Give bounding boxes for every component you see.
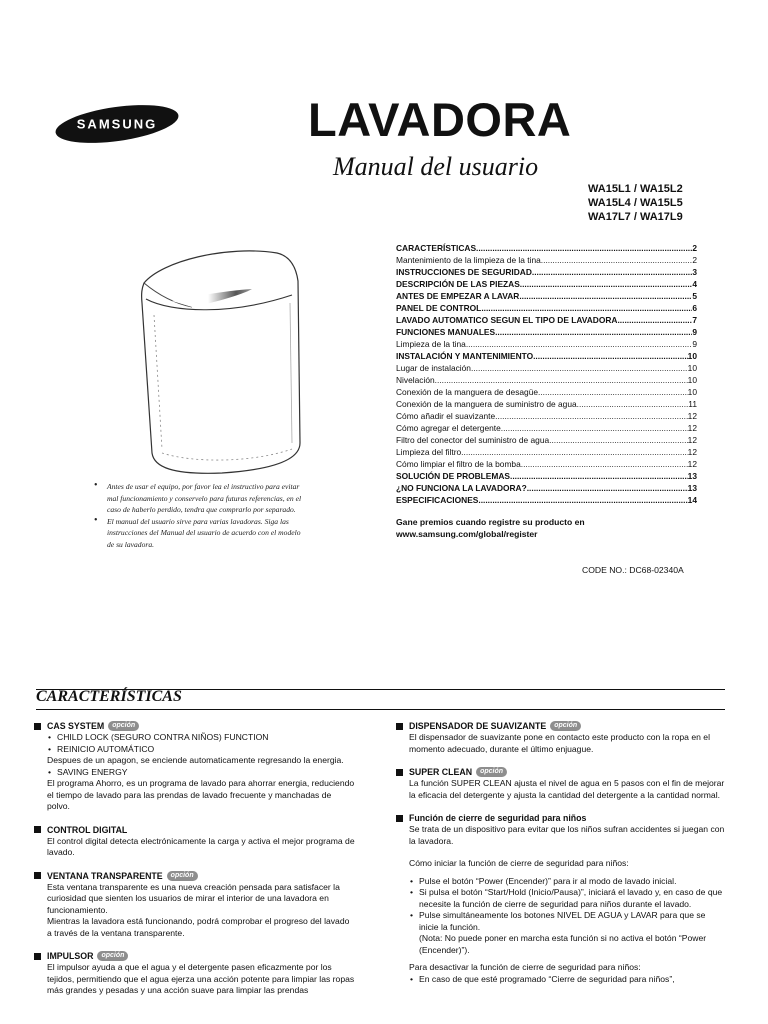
option-badge: opción — [550, 721, 581, 731]
toc-title: ANTES DE EMPEZAR A LAVAR — [396, 291, 520, 301]
toc-page: 12 — [687, 423, 697, 433]
features-left-column — [34, 720, 356, 1008]
toc-leader — [476, 242, 692, 254]
toc-entry — [396, 446, 697, 458]
bullet-square-icon — [396, 769, 403, 776]
toc-title: CARACTERÍSTICAS — [396, 243, 477, 253]
usage-notes — [94, 481, 309, 550]
toc-leader — [478, 494, 687, 506]
model-list — [588, 182, 683, 224]
toc-page: 4 — [692, 279, 697, 289]
bullet-square-icon — [34, 826, 41, 833]
feature-text: Despues de un apagon, se enciende automaticamente regresando la energia. — [47, 755, 344, 765]
toc-page: 12 — [687, 459, 697, 469]
toc-entry — [396, 386, 697, 398]
toc-leader — [520, 278, 693, 290]
note-item: • El manual del usuario sirve para varias lavadoras. Siga las instrucciones del Manual del usuario de acuerdo con el modelo de su lavadora. — [94, 516, 309, 551]
toc-leader — [617, 314, 692, 326]
feature-child-lock — [396, 812, 726, 985]
bullet-square-icon — [34, 953, 41, 960]
option-badge: opción — [476, 767, 507, 777]
toc-title: Lugar de instalación — [396, 363, 471, 373]
toc-page: 5 — [692, 291, 697, 301]
feature-bullet: • Pulse simultáneamente los botones NIVEL DE AGUA y LAVAR para que se inicie la función. — [409, 910, 726, 933]
feature-text: Mientras la lavadora está funcionando, podrá comprobar el progreso del lavado a través de la ventana transparente. — [47, 916, 350, 938]
note-item: • Antes de usar el equipo, por favor lea el instructivo para evitar mal funcionamiento y conservelo para futuras referencias, en el caso de haberlo perdido, tendra que comprarlo por separado. — [94, 481, 309, 516]
model-line: WA15L4 / WA15L5 — [588, 197, 683, 209]
toc-page: 12 — [687, 435, 697, 445]
toc-entry — [396, 242, 697, 254]
toc-leader — [501, 422, 688, 434]
toc-entry — [396, 266, 697, 278]
toc-title: SOLUCIÓN DE PROBLEMAS — [396, 471, 510, 481]
toc-title: Conexión de la manguera de suministro de agua — [396, 399, 577, 409]
feature-cas-system — [34, 720, 356, 813]
toc-entry — [396, 482, 697, 494]
toc-leader — [532, 266, 692, 278]
toc-page: 3 — [692, 267, 697, 277]
toc-title: LAVADO AUTOMATICO SEGUN EL TIPO DE LAVADORA — [396, 315, 618, 325]
toc-entry — [396, 350, 697, 362]
feature-note: (Nota: No puede poner en marcha esta función si no activa el botón “Power (Encender)”). — [419, 933, 707, 955]
feature-title: Función de cierre de seguridad para niños — [409, 813, 587, 823]
toc-title: Cómo agregar el detergente — [396, 423, 501, 433]
toc-entry — [396, 302, 697, 314]
toc-page: 11 — [688, 399, 697, 409]
registration-promo — [396, 516, 585, 540]
toc-title: Cómo añadir el suavizante — [396, 411, 496, 421]
toc-title: Nivelación — [396, 375, 435, 385]
toc-entry — [396, 314, 697, 326]
model-line: WA17L7 / WA17L9 — [588, 211, 683, 223]
toc-title: FUNCIONES MANUALES — [396, 327, 496, 337]
toc-page: 9 — [692, 339, 697, 349]
toc-entry — [396, 374, 697, 386]
toc-page: 10 — [687, 363, 697, 373]
feature-title: IMPULSOR — [47, 951, 94, 961]
bullet-square-icon — [34, 723, 41, 730]
promo-text: Gane premios cuando registre su producto en — [396, 517, 585, 527]
toc-entry — [396, 422, 697, 434]
toc-title: ¿NO FUNCIONA LA LAVADORA? — [396, 483, 527, 493]
feature-title: SUPER CLEAN — [409, 767, 473, 777]
toc-entry — [396, 338, 697, 350]
toc-leader — [466, 338, 692, 350]
toc-title: Limpieza de la tina — [396, 339, 466, 349]
toc-entry — [396, 470, 697, 482]
toc-page: 10 — [687, 351, 697, 361]
feature-bullet: • CHILD LOCK (SEGURO CONTRA NIÑOS) FUNCTION — [47, 732, 356, 744]
feature-text: El programa Ahorro, es un programa de lavado para ahorrar energia, reduciendo el tiempo de lavado para las prendas de lavado frecuente y manchadas de polvo. — [47, 778, 355, 811]
toc-page: 2 — [692, 255, 697, 265]
feature-text: Cómo iniciar la función de cierre de seguridad para niños: — [409, 858, 629, 868]
feature-text: El control digital detecta electrónicamente la carga y activa el mejor programa de lavado. — [47, 835, 355, 857]
toc-page: 6 — [692, 303, 697, 313]
toc-entry — [396, 362, 697, 374]
toc-page: 9 — [692, 327, 697, 337]
toc-title: Conexión de la manguera de desagüe — [396, 387, 539, 397]
toc-title: Limpieza del filtro — [396, 447, 462, 457]
samsung-logo — [53, 102, 181, 146]
feature-bullet: • SAVING ENERGY — [47, 767, 356, 779]
toc-entry — [396, 278, 697, 290]
toc-leader — [538, 386, 688, 398]
toc-page: 10 — [687, 387, 697, 397]
toc-page: 10 — [687, 375, 697, 385]
toc-leader — [481, 302, 692, 314]
toc-entry — [396, 494, 697, 506]
toc-page: 13 — [687, 471, 697, 481]
toc-leader — [521, 458, 688, 470]
toc-page: 14 — [687, 495, 697, 505]
feature-text: El impulsor ayuda a que el agua y el detergente pasen eficazmente por los tejidos, permitiendo que el agua ejerza una acción potente para limpiar las ropas más grandes y pesadas y una acción suave para limpiar las prendas — [47, 962, 355, 995]
page-subtitle: Manual del usuario — [333, 152, 539, 181]
feature-title: CAS SYSTEM — [47, 721, 105, 731]
toc-leader — [549, 434, 688, 446]
feature-title: CONTROL DIGITAL — [47, 824, 128, 835]
toc-title: INSTRUCCIONES DE SEGURIDAD — [396, 267, 532, 277]
register-link[interactable]: www.samsung.com/global/register — [396, 529, 538, 539]
code-number: CODE NO.: DC68-02340A — [582, 565, 684, 575]
toc-leader — [541, 254, 693, 266]
option-badge: opción — [108, 721, 139, 731]
feature-super-clean — [396, 766, 726, 801]
section-bottom-rule — [36, 709, 725, 710]
toc-title: ESPECIFICACIONES — [396, 495, 479, 505]
toc-page: 7 — [692, 315, 697, 325]
page-title: LAVADORA — [308, 93, 572, 146]
toc-entry — [396, 434, 697, 446]
toc-page: 12 — [687, 411, 697, 421]
toc-entry — [396, 326, 697, 338]
bullet-square-icon — [34, 872, 41, 879]
toc-leader — [533, 350, 688, 362]
toc-entry — [396, 410, 697, 422]
feature-bullet: • En caso de que esté programado “Cierre de seguridad para niños”, — [409, 974, 726, 986]
feature-text: Esta ventana transparente es una nueva creación pensada para satisfacer la curiosidad que sienten los usuarios de mirar el interior de una lavadora en funcionamiento. — [47, 881, 340, 915]
toc-leader — [495, 410, 688, 422]
option-badge: opción — [97, 951, 128, 961]
toc-entry — [396, 458, 697, 470]
toc-page: 12 — [687, 447, 697, 457]
washer-illustration — [132, 243, 306, 478]
section-title: CARACTERÍSTICAS — [36, 688, 182, 705]
toc-leader — [461, 446, 688, 458]
toc-title: Mantenimiento de la limpieza de la tina — [396, 255, 541, 265]
feature-impulsor — [34, 950, 356, 997]
toc-page: 13 — [687, 483, 697, 493]
feature-bullet: • Si pulsa el botón “Start/Hold (Inicio/Pausa)”, iniciará el lavado y, en caso de que necesite la función de cierre de seguridad para niños durante el lavado. — [409, 887, 726, 910]
toc-entry — [396, 290, 697, 302]
toc-title: PANEL DE CONTROL — [396, 303, 482, 313]
toc-title: INSTALACIÓN Y MANTENIMIENTO — [396, 351, 534, 361]
feature-bullet: • REINICIO AUTOMÁTICO — [47, 744, 356, 756]
toc-leader — [495, 326, 692, 338]
features-right-column — [396, 720, 726, 996]
toc-leader — [435, 374, 688, 386]
toc-title: Filtro del conector del suministro de agua — [396, 435, 550, 445]
feature-dispensador — [396, 720, 726, 755]
option-badge: opción — [167, 871, 198, 881]
feature-text: El dispensador de suavizante pone en contacto este producto con la ropa en el momento adecuado, durante el último enjuague. — [409, 732, 710, 754]
toc-leader — [527, 482, 688, 494]
table-of-contents — [396, 242, 697, 506]
toc-entry — [396, 254, 697, 266]
toc-leader — [471, 362, 688, 374]
feature-bullet: • Pulse el botón “Power (Encender)” para ir al modo de lavado inicial. — [409, 876, 726, 888]
toc-page: 2 — [692, 243, 697, 253]
toc-entry — [396, 398, 697, 410]
feature-text: Para desactivar la función de cierre de seguridad para niños: — [409, 962, 641, 972]
feature-title: VENTANA TRANSPARENTE — [47, 870, 163, 881]
samsung-logo-text: SAMSUNG — [76, 116, 158, 132]
feature-title: DISPENSADOR DE SUAVIZANTE — [409, 721, 547, 731]
toc-leader — [510, 470, 688, 482]
toc-leader — [519, 290, 692, 302]
bullet-square-icon — [396, 815, 403, 822]
bullet-square-icon — [396, 723, 403, 730]
feature-control-digital — [34, 824, 356, 859]
toc-title: DESCRIPCIÓN DE LAS PIEZAS — [396, 279, 520, 289]
model-line: WA15L1 / WA15L2 — [588, 183, 683, 195]
toc-title: Cómo limpiar el filtro de la bomba — [396, 459, 521, 469]
feature-ventana-transparente — [34, 870, 356, 940]
feature-text: La función SUPER CLEAN ajusta el nivel de agua en 5 pasos con el fin de mejorar la eficacia del detergente y ajusta la cantidad del detergente a la cantidad normal. — [409, 778, 725, 800]
toc-leader — [577, 398, 689, 410]
feature-text: Se trata de un dispositivo para evitar que los niños sufran accidentes si juegan con la lavadora. — [409, 824, 725, 846]
